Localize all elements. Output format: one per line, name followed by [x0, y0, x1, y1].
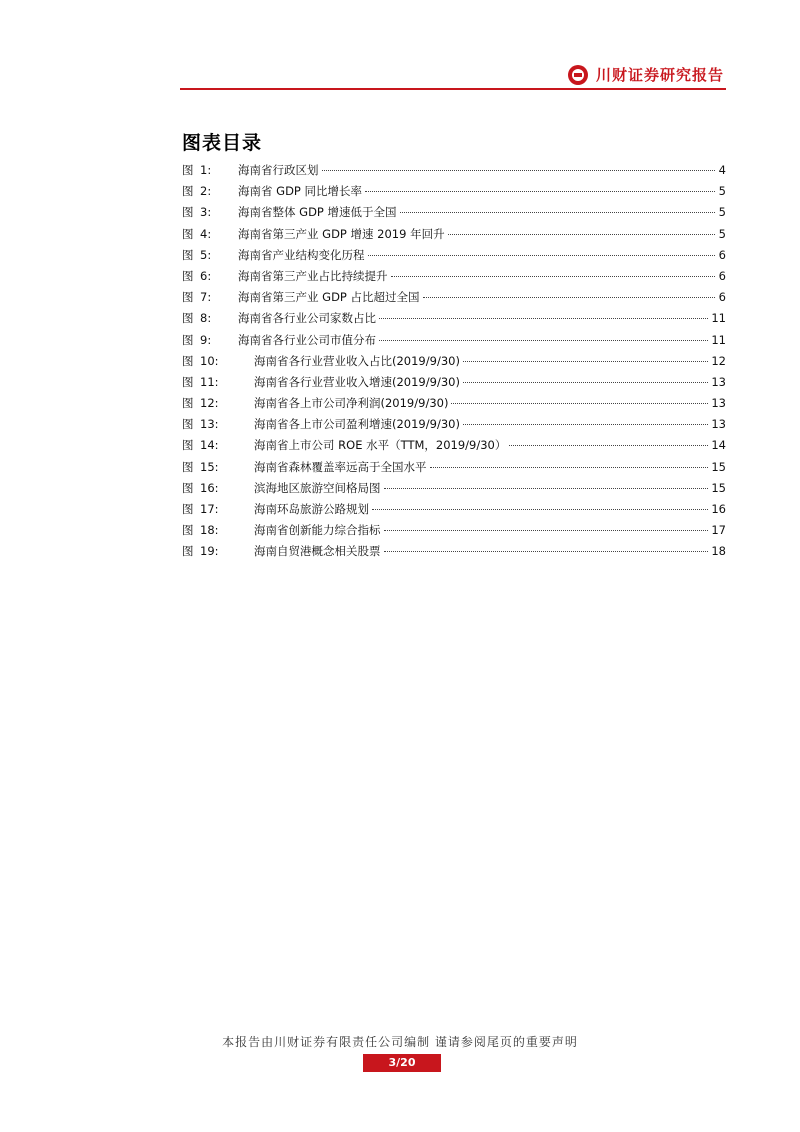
- toc-entry-label: 图: [182, 311, 194, 326]
- toc-entry-page: 5: [718, 226, 726, 241]
- toc-entry[interactable]: [182, 480, 726, 501]
- toc-leader-dots: [379, 340, 708, 341]
- toc-leader-dots: [463, 424, 708, 425]
- toc-entry-title: 海南省产业结构变化历程: [238, 247, 365, 262]
- toc-entry-label: 图: [182, 205, 194, 220]
- brand: [568, 64, 724, 85]
- toc-entry-title: 海南省行政区划: [238, 163, 319, 177]
- toc-entry-page: 6: [718, 290, 726, 305]
- toc-entry-number: 9:: [200, 332, 212, 347]
- toc-entry-title: 海南省 GDP 同比增长率: [238, 184, 363, 199]
- toc-entry-number: 19:: [200, 544, 219, 559]
- toc-entry-number: 3:: [200, 205, 212, 220]
- toc-leader-dots: [372, 509, 708, 510]
- toc-entry-title: 滨海地区旅游空间格局图: [254, 480, 381, 495]
- toc-entry[interactable]: [182, 226, 726, 247]
- toc-entry-title: 海南省各上市公司盈利增速(2019/9/30): [254, 417, 460, 432]
- toc-leader-dots: [379, 318, 708, 319]
- toc-entry-label: 图: [182, 226, 194, 241]
- toc-leader-dots: [509, 445, 708, 446]
- toc-leader-dots: [368, 255, 716, 256]
- header-rule: [180, 88, 726, 90]
- toc-leader-dots: [391, 276, 716, 277]
- toc-entry-page: 5: [718, 205, 726, 220]
- toc-list: [182, 162, 726, 565]
- toc-entry-page: 13: [711, 417, 726, 432]
- toc-entry-page: 14: [711, 438, 726, 453]
- toc-entry[interactable]: [182, 522, 726, 543]
- toc-entry[interactable]: [182, 204, 726, 225]
- toc-leader-dots: [423, 297, 715, 298]
- toc-leader-dots: [430, 467, 709, 468]
- toc-leader-dots: [384, 530, 709, 531]
- toc-entry-title: 海南省各上市公司净利润(2019/9/30): [254, 396, 449, 411]
- toc-leader-dots: [365, 191, 715, 192]
- toc-entry-title: 海南省各行业营业收入占比(2019/9/30): [254, 353, 460, 368]
- toc-entry-label: 图: [182, 353, 194, 368]
- toc-leader-dots: [463, 361, 708, 362]
- toc-entry-number: 6:: [200, 268, 212, 283]
- toc-entry-label: 图: [182, 184, 194, 199]
- toc-entry-label: 图: [182, 268, 194, 283]
- toc-entry[interactable]: [182, 459, 726, 480]
- toc-entry-page: 15: [711, 480, 726, 495]
- toc-entry-number: 13:: [200, 417, 219, 432]
- page-number-badge: 3/20: [363, 1054, 441, 1072]
- toc-entry-label: 图: [182, 438, 194, 453]
- toc-entry-title: 海南自贸港概念相关股票: [254, 544, 381, 559]
- toc-entry-number: 16:: [200, 480, 219, 495]
- toc-entry-label: 图: [182, 332, 194, 347]
- toc-entry-label: 图: [182, 247, 194, 262]
- toc-entry[interactable]: [182, 162, 726, 183]
- toc-entry-title: 海南省各行业公司家数占比: [238, 311, 376, 326]
- toc-entry-number: 1:: [200, 163, 212, 177]
- toc-entry-page: 6: [718, 247, 726, 262]
- toc-entry-label: 图: [182, 417, 194, 432]
- toc-entry-page: 11: [711, 332, 726, 347]
- toc-entry-label: 图: [182, 459, 194, 474]
- toc-entry-label: 图: [182, 480, 194, 495]
- toc-entry-title: 海南省森林覆盖率远高于全国水平: [254, 459, 427, 474]
- toc-entry[interactable]: [182, 543, 726, 564]
- toc-leader-dots: [322, 170, 716, 171]
- toc-entry-title: 海南环岛旅游公路规划: [254, 502, 369, 516]
- toc-entry[interactable]: [182, 289, 726, 310]
- toc-entry-label: 图: [182, 374, 194, 389]
- page-header: [180, 60, 726, 94]
- toc-entry-number: 14:: [200, 438, 219, 453]
- footer-disclaimer: 本报告由川财证券有限责任公司编制 谨请参阅尾页的重要声明: [222, 1035, 578, 1049]
- toc-leader-dots: [463, 382, 708, 383]
- toc-entry-label: 图: [182, 544, 194, 559]
- toc-entry[interactable]: [182, 247, 726, 268]
- toc-entry-label: 图: [182, 502, 194, 516]
- toc-entry-number: 11:: [200, 374, 219, 389]
- toc-entry-title: 海南省第三产业 GDP 占比超过全国: [238, 290, 420, 305]
- toc-entry[interactable]: [182, 501, 726, 522]
- toc-entry-page: 11: [711, 311, 726, 326]
- toc-entry-page: 15: [711, 459, 726, 474]
- toc-entry[interactable]: [182, 183, 726, 204]
- toc-entry-label: 图: [182, 396, 194, 411]
- toc-entry-page: 17: [711, 523, 726, 538]
- toc-entry-label: 图: [182, 163, 194, 177]
- toc-entry-page: 5: [718, 184, 726, 199]
- toc-entry-number: 15:: [200, 459, 219, 474]
- toc-entry-number: 18:: [200, 523, 219, 538]
- chuancai-logo-icon: [568, 65, 588, 85]
- toc-entry[interactable]: [182, 437, 726, 458]
- toc-entry-label: 图: [182, 290, 194, 305]
- toc-title: 图表目录: [182, 132, 263, 154]
- toc-entry[interactable]: [182, 395, 726, 416]
- toc-entry-title: 海南省第三产业占比持续提升: [238, 268, 388, 283]
- toc-entry[interactable]: [182, 332, 726, 353]
- toc-entry-title: 海南省创新能力综合指标: [254, 523, 381, 538]
- toc-entry-page: 4: [718, 163, 726, 177]
- toc-entry-page: 13: [711, 374, 726, 389]
- toc-entry-title: 海南省各行业营业收入增速(2019/9/30): [254, 374, 460, 389]
- toc-entry-number: 7:: [200, 290, 212, 305]
- toc-entry-label: 图: [182, 523, 194, 538]
- toc-leader-dots: [400, 212, 715, 213]
- toc-entry-page: 16: [711, 502, 726, 516]
- toc-leader-dots: [384, 488, 709, 489]
- toc-leader-dots: [448, 234, 715, 235]
- toc-entry-number: 10:: [200, 353, 219, 368]
- toc-entry-page: 12: [711, 353, 726, 368]
- toc-entry[interactable]: [182, 353, 726, 374]
- brand-name: 川财证券研究报告: [595, 66, 724, 84]
- toc-entry-title: 海南省整体 GDP 增速低于全国: [238, 205, 397, 220]
- toc-entry-title: 海南省上市公司 ROE 水平（TTM，2019/9/30）: [254, 438, 507, 453]
- toc-entry-number: 4:: [200, 226, 212, 241]
- toc-entry-number: 17:: [200, 502, 219, 516]
- toc-entry-page: 6: [718, 268, 726, 283]
- toc-entry-number: 12:: [200, 396, 219, 411]
- toc-entry-page: 13: [711, 396, 726, 411]
- toc-leader-dots: [451, 403, 708, 404]
- toc-entry-title: 海南省各行业公司市值分布: [238, 332, 376, 347]
- toc-entry-number: 8:: [200, 311, 212, 326]
- toc-entry[interactable]: [182, 268, 726, 289]
- toc-entry-number: 2:: [200, 184, 212, 199]
- toc-leader-dots: [384, 551, 709, 552]
- toc-entry[interactable]: [182, 310, 726, 331]
- toc-entry-title: 海南省第三产业 GDP 增速 2019 年回升: [238, 226, 445, 241]
- toc-entry-page: 18: [711, 544, 726, 559]
- toc-entry[interactable]: [182, 416, 726, 437]
- toc-entry-number: 5:: [200, 247, 212, 262]
- toc-entry[interactable]: [182, 374, 726, 395]
